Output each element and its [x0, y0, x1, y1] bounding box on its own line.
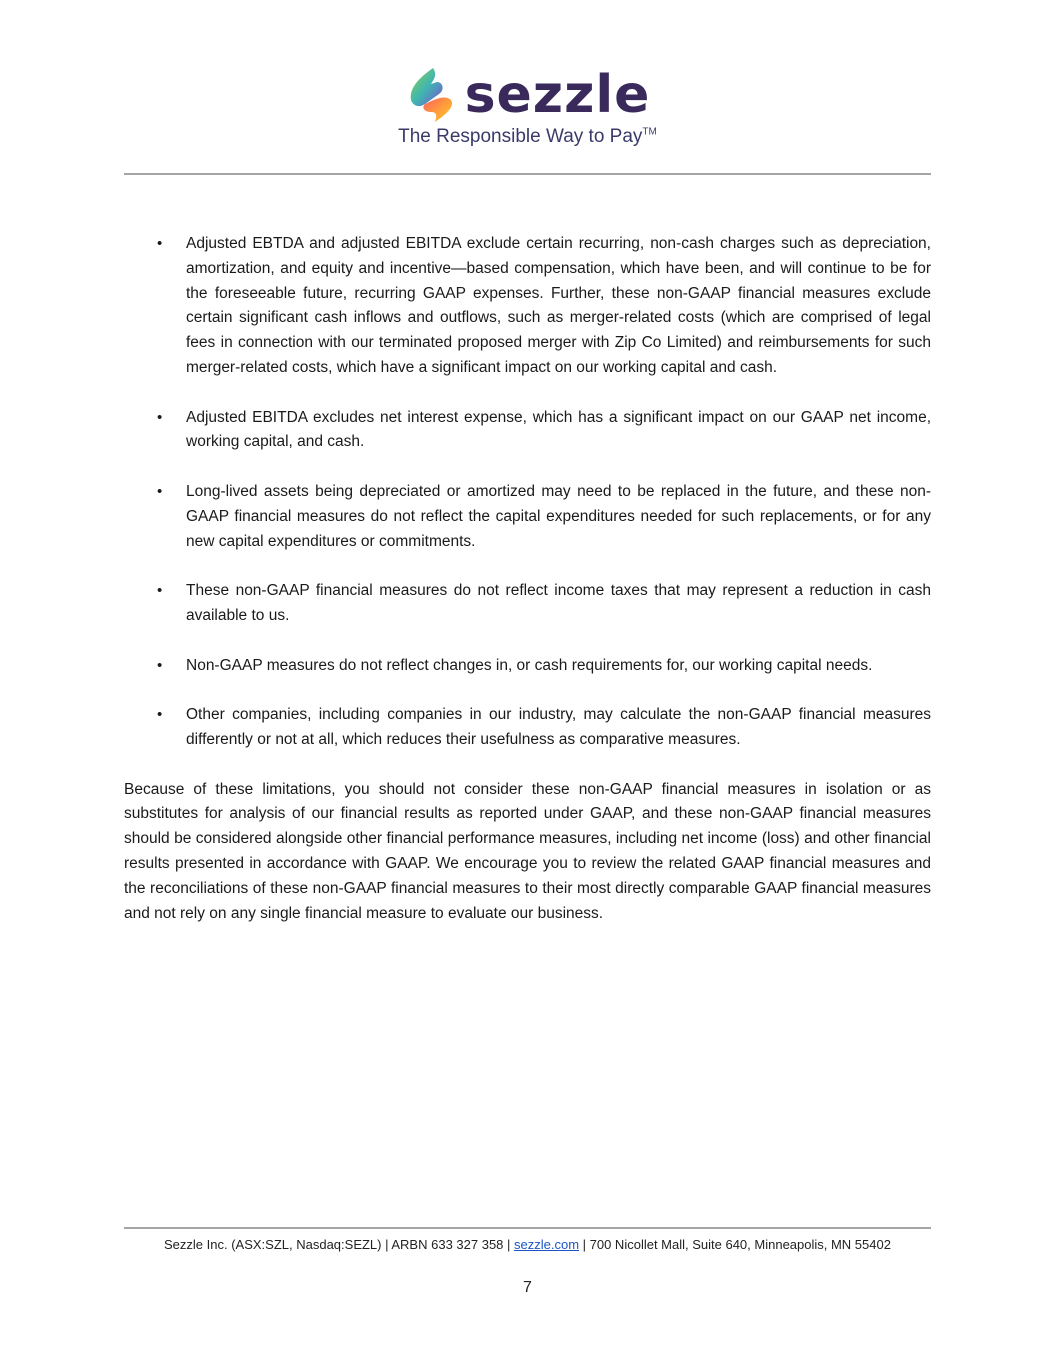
list-item-text: Adjusted EBITDA excludes net interest expense, which has a significant impact on our GAAP net income, working capital, and cash. [186, 408, 931, 451]
bullet-icon: • [157, 582, 163, 600]
list-item [124, 654, 931, 679]
list-item [124, 480, 931, 554]
list-item-text: Non-GAAP measures do not reflect changes in, or cash requirements for, our working capital needs. [186, 656, 873, 674]
list-item [124, 579, 931, 629]
brand-wordmark: sezzle [464, 65, 651, 125]
page-number: 7 [523, 1279, 532, 1296]
page-header [124, 60, 931, 176]
list-item [124, 232, 931, 381]
header-divider [124, 173, 931, 175]
list-item [124, 406, 931, 456]
list-item-text: Adjusted EBTDA and adjusted EBITDA exclude certain recurring, non-cash charges such as depreciation, amortization, and equity and incentive—based compensation, which have been, and will continue to be for the foreseeable future, recurring GAAP expenses. Further, these non-GAAP financial measures exclude certain significant cash inflows and outflows, such as merger-related costs (which are comprised of legal fees in connection with our terminated proposed merger with Zip Co Limited) and reimbursements for such merger-related costs, which have a significant impact on our working capital and cash. [186, 235, 931, 376]
bullet-icon: • [157, 482, 163, 500]
limitations-list [124, 232, 931, 753]
bullet-icon: • [157, 706, 163, 724]
sezzle-logo-icon [405, 66, 459, 124]
page-body [124, 232, 931, 926]
tagline-text: The Responsible Way to Pay [398, 126, 643, 147]
footer-divider [124, 1227, 931, 1229]
footer-company: Sezzle Inc. (ASX:SZL, Nasdaq:SEZL) | ARBN 633 327 358 | [164, 1237, 514, 1252]
logo [124, 66, 931, 124]
bullet-icon: • [157, 656, 163, 674]
bullet-icon: • [157, 408, 163, 426]
closing-paragraph: Because of these limitations, you should not consider these non-GAAP financial measures in isolation or as substitutes for analysis of our financial results as reported under GAAP, and these non-GAAP financial measures should be considered alongside other financial performance measures, including net income (loss) and other financial results presented in accordance with GAAP. We encourage you to review the related GAAP financial measures and the reconciliations of these non-GAAP financial measures to their most directly comparable GAAP financial measures and not rely on any single financial measure to evaluate our business. [124, 780, 931, 922]
website-link[interactable]: sezzle.com [514, 1237, 580, 1252]
bullet-icon: • [157, 235, 163, 252]
list-item [124, 703, 931, 753]
list-item-text: These non-GAAP financial measures do not reflect income taxes that may represent a reduction in cash available to us. [186, 582, 931, 624]
footer-address: | 700 Nicollet Mall, Suite 640, Minneapolis, MN 55402 [579, 1237, 891, 1252]
list-item-text: Other companies, including companies in our industry, may calculate the non-GAAP financial measures differently or not at all, which reduces their usefulness as comparative measures. [186, 706, 931, 748]
tagline [124, 126, 931, 148]
page-footer [124, 1237, 931, 1252]
trademark-mark: TM [642, 126, 657, 138]
list-item-text: Long-lived assets being depreciated or amortized may need to be replaced in the future, and these non-GAAP financial measures do not reflect the capital expenditures needed for such replacements, or for any new capital expenditures or commitments. [186, 482, 931, 550]
